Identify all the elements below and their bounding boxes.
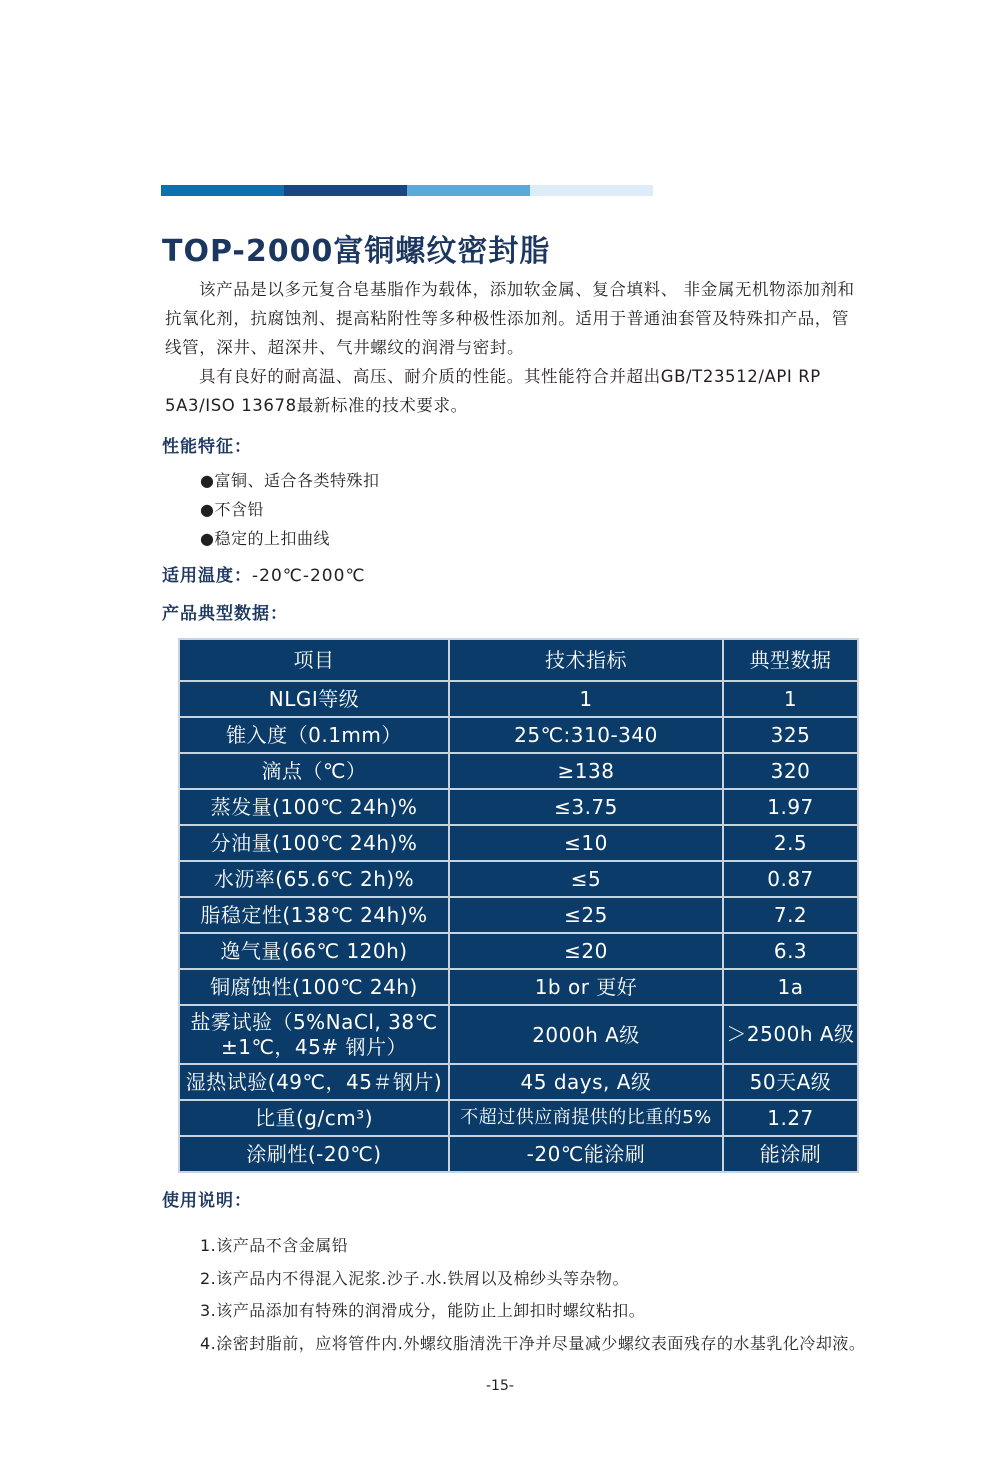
feature-item: ●稳定的上扣曲线 (200, 529, 330, 548)
usage-heading: 使用说明： (162, 1191, 252, 1211)
table-row (179, 897, 858, 933)
table-row (179, 969, 858, 1005)
usage-item: 2.该产品内不得混入泥浆.沙子.水.铁屑以及棉纱头等杂物。 (200, 1269, 630, 1288)
table-cell: 25℃:310-340 (449, 717, 723, 753)
table-row (179, 1100, 858, 1136)
features-heading: 性能特征： (162, 437, 252, 457)
table-cell: 分油量(100℃ 24h)% (179, 825, 449, 861)
table-cell: 水沥率(65.6℃ 2h)% (179, 861, 449, 897)
intro-paragraph: 该产品是以多元复合皂基脂作为载体，添加软金属、复合填料、 非金属无机物添加剂和抗氧化剂，抗腐蚀剂、提高粘附性等多种极性添加剂。适用于普通油套管及特殊扣产品，管线管，深井、超深井、气井螺纹的润滑与密封。 (165, 280, 855, 357)
table-row (179, 789, 858, 825)
table-cell: 湿热试验(49℃，45＃钢片) (179, 1064, 449, 1100)
decor-bar (407, 185, 530, 196)
table-cell: 比重(g/cm³) (179, 1100, 449, 1136)
table-row (179, 1005, 858, 1064)
table-cell: 铜腐蚀性(100℃ 24h) (179, 969, 449, 1005)
column-header: 项目 (179, 639, 449, 681)
temperature-label: 适用温度： (162, 566, 252, 586)
table-cell: 逸气量(66℃ 120h) (179, 933, 449, 969)
table-cell: 1a (723, 969, 858, 1005)
temperature-line (162, 561, 366, 586)
feature-item: ●不含铅 (200, 500, 264, 519)
table-cell: 蒸发量(100℃ 24h)% (179, 789, 449, 825)
decor-bar (284, 185, 407, 196)
table-cell: 320 (723, 753, 858, 789)
page-title: TOP-2000富铜螺纹密封脂 (162, 234, 551, 269)
table-cell: ≥138 (449, 753, 723, 789)
table-cell: 1b or 更好 (449, 969, 723, 1005)
table-row (179, 717, 858, 753)
table-row (179, 681, 858, 717)
table-cell: 1.97 (723, 789, 858, 825)
table-cell: -20℃能涂刷 (449, 1136, 723, 1172)
table-cell: 1.27 (723, 1100, 858, 1136)
table-cell: ≤25 (449, 897, 723, 933)
column-header: 典型数据 (723, 639, 858, 681)
table-cell: 涂刷性(-20℃) (179, 1136, 449, 1172)
table-cell: 50天A级 (723, 1064, 858, 1100)
table-cell: 0.87 (723, 861, 858, 897)
usage-item: 3.该产品添加有特殊的润滑成分，能防止上卸扣时螺纹粘扣。 (200, 1301, 646, 1320)
table-cell: ≤3.75 (449, 789, 723, 825)
table-cell: NLGI等级 (179, 681, 449, 717)
table-cell: 盐雾试验（5%NaCl, 38℃±1℃，45# 钢片） (179, 1005, 449, 1064)
table-cell: 能涂刷 (723, 1136, 858, 1172)
column-header: 技术指标 (449, 639, 723, 681)
table-row (179, 753, 858, 789)
table-row (179, 1064, 858, 1100)
table-cell: ≤10 (449, 825, 723, 861)
table-cell: 1 (723, 681, 858, 717)
table-cell: 2.5 (723, 825, 858, 861)
table-cell: 6.3 (723, 933, 858, 969)
temperature-value: -20℃-200℃ (252, 566, 366, 586)
table-cell: 脂稳定性(138℃ 24h)% (179, 897, 449, 933)
table-row (179, 825, 858, 861)
table-cell: 1 (449, 681, 723, 717)
decor-bar (161, 185, 284, 196)
table-header-row (179, 639, 858, 681)
table-cell: 2000h A级 (449, 1005, 723, 1064)
typical-data-table (178, 638, 859, 1173)
page-number: -15- (486, 1378, 514, 1394)
table-cell: 7.2 (723, 897, 858, 933)
usage-item: 4.涂密封脂前，应将管件内.外螺纹脂清洗干净并尽量减少螺纹表面残存的水基乳化冷却液。 (200, 1334, 866, 1353)
feature-item: ●富铜、适合各类特殊扣 (200, 471, 380, 490)
table-cell: 锥入度（0.1mm） (179, 717, 449, 753)
intro-paragraph: 具有良好的耐高温、高压、耐介质的性能。其性能符合并超出GB/T23512/API RP 5A3/ISO 13678最新标准的技术要求。 (165, 367, 821, 415)
table-cell: 325 (723, 717, 858, 753)
table-row (179, 861, 858, 897)
table-cell: ≤5 (449, 861, 723, 897)
table-cell: ≤20 (449, 933, 723, 969)
table-row (179, 933, 858, 969)
usage-item: 1.该产品不含金属铅 (200, 1236, 349, 1255)
table-cell: 不超过供应商提供的比重的5% (449, 1100, 723, 1136)
table-cell: 滴点（℃） (179, 753, 449, 789)
decor-bar (530, 185, 653, 196)
table-cell: ＞2500h A级 (723, 1005, 858, 1064)
data-heading: 产品典型数据： (162, 604, 288, 624)
table-row (179, 1136, 858, 1172)
table-cell: 45 days, A级 (449, 1064, 723, 1100)
